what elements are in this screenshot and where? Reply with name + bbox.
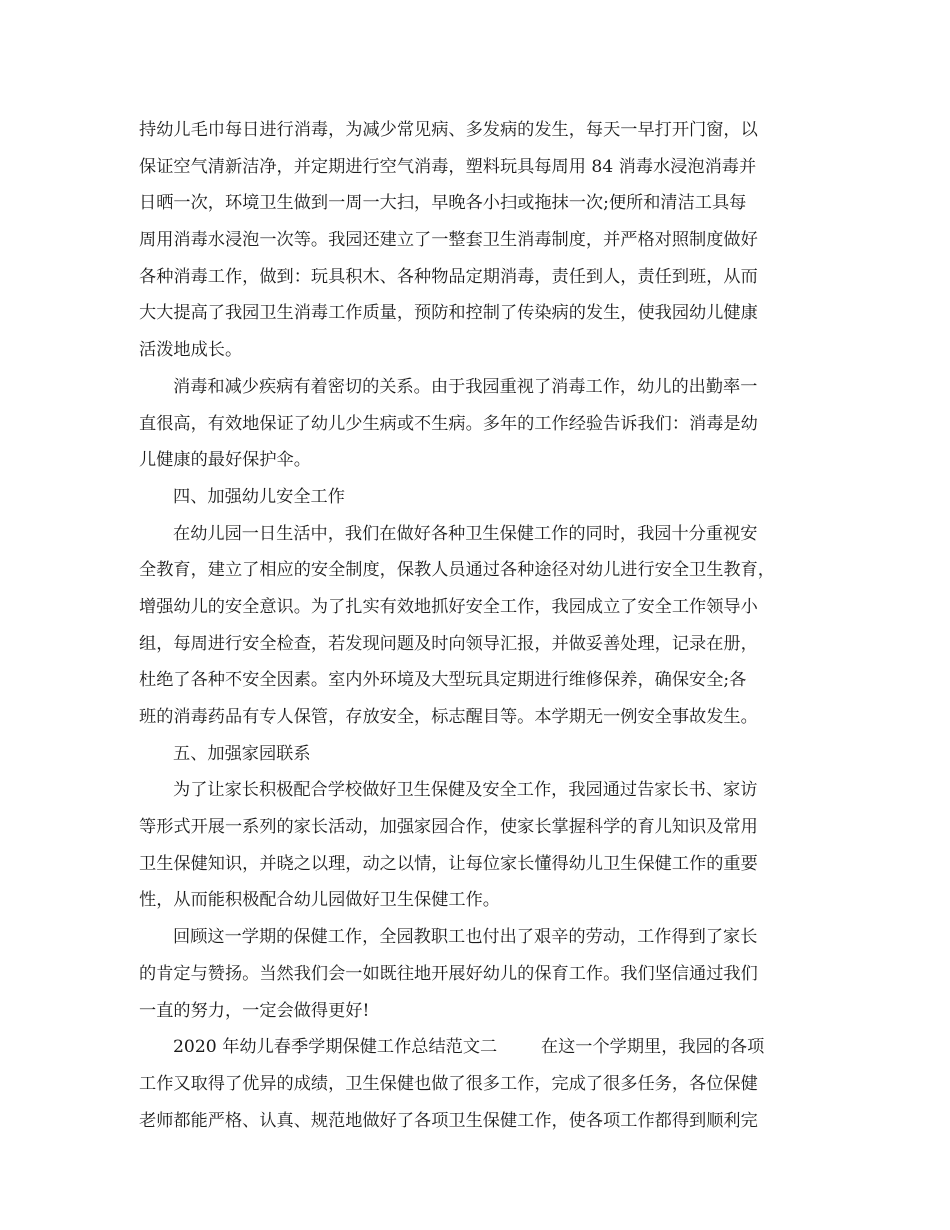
text-line: 性，从而能积极配合幼儿园做好卫生保健工作。	[139, 890, 500, 911]
text-line: 的肯定与赞扬。当然我们会一如既往地开展好幼儿的保育工作。我们坚信通过我们	[139, 963, 758, 984]
text-line: 持幼儿毛巾每日进行消毒，为减少常见病、多发病的发生，每天一早打开门窗，以	[139, 120, 758, 140]
text-line: 班的消毒药品有专人保管，存放安全，标志醒目等。本学期无一例安全事故发生。	[139, 707, 758, 727]
text-line: 组，每周进行安全检查，若发现问题及时向领导汇报，并做妥善处理，记录在册，	[139, 633, 758, 654]
text-line: 等形式开展一系列的家长活动，加强家园合作，使家长掌握科学的育儿知识及常用	[139, 817, 758, 838]
text-line: 2020 年幼儿春季学期保健工作总结范文二 在这一个学期里，我园的各项	[173, 1037, 765, 1058]
text-line: 各种消毒工作，做到：玩具积木、各种物品定期消毒，责任到人，责任到班，从而	[139, 266, 758, 287]
text-line: 活泼地成长。	[139, 340, 243, 361]
text-line: 日晒一次，环境卫生做到一周一大扫，早晚各小扫或拖抹一次;便所和清洁工具每	[139, 193, 747, 214]
text-line: 卫生保健知识，并晓之以理，动之以情，让每位家长懂得幼儿卫生保健工作的重要	[139, 853, 758, 874]
text-line: 工作又取得了优异的成绩，卫生保健也做了很多工作，完成了很多任务，各位保健	[139, 1073, 758, 1094]
text-line: 直很高，有效地保证了幼儿少生病或不生病。多年的工作经验告诉我们：消毒是幼	[139, 413, 758, 434]
text-line: 杜绝了各种不安全因素。室内外环境及大型玩具定期进行维修保养，确保安全;各	[139, 670, 747, 691]
text-line: 老师都能严格、认真、规范地做好了各项卫生保健工作，使各项工作都得到顺利完	[139, 1110, 758, 1131]
text-line: 五、加强家园联系	[173, 743, 311, 764]
text-line: 保证空气清新洁净，并定期进行空气消毒，塑料玩具每周用 84 消毒水浸泡消毒并	[139, 156, 757, 177]
text-line: 为了让家长积极配合学校做好卫生保健及安全工作，我园通过告家长书、家访	[173, 780, 758, 801]
text-line: 周用消毒水浸泡一次等。我园还建立了一整套卫生消毒制度，并严格对照制度做好	[139, 230, 758, 251]
text-line: 消毒和减少疾病有着密切的关系。由于我园重视了消毒工作，幼儿的出勤率一	[173, 376, 758, 397]
text-line: 大大提高了我园卫生消毒工作质量，预防和控制了传染病的发生，使我园幼儿健康	[139, 303, 758, 324]
text-line: 在幼儿园一日生活中，我们在做好各种卫生保健工作的同时，我园十分重视安	[173, 523, 758, 544]
text-line: 增强幼儿的安全意识。为了扎实有效地抓好安全工作，我园成立了安全工作领导小	[139, 596, 758, 617]
text-line: 全教育，建立了相应的安全制度，保教人员通过各种途径对幼儿进行安全卫生教育，	[139, 560, 775, 581]
text-line: 一直的努力，一定会做得更好!	[139, 1000, 370, 1021]
document-body	[139, 112, 820, 1139]
text-line: 回顾这一学期的保健工作，全园教职工也付出了艰辛的劳动，工作得到了家长	[173, 927, 758, 948]
text-line: 儿健康的最好保护伞。	[139, 450, 311, 471]
text-line: 四、加强幼儿安全工作	[173, 486, 345, 507]
